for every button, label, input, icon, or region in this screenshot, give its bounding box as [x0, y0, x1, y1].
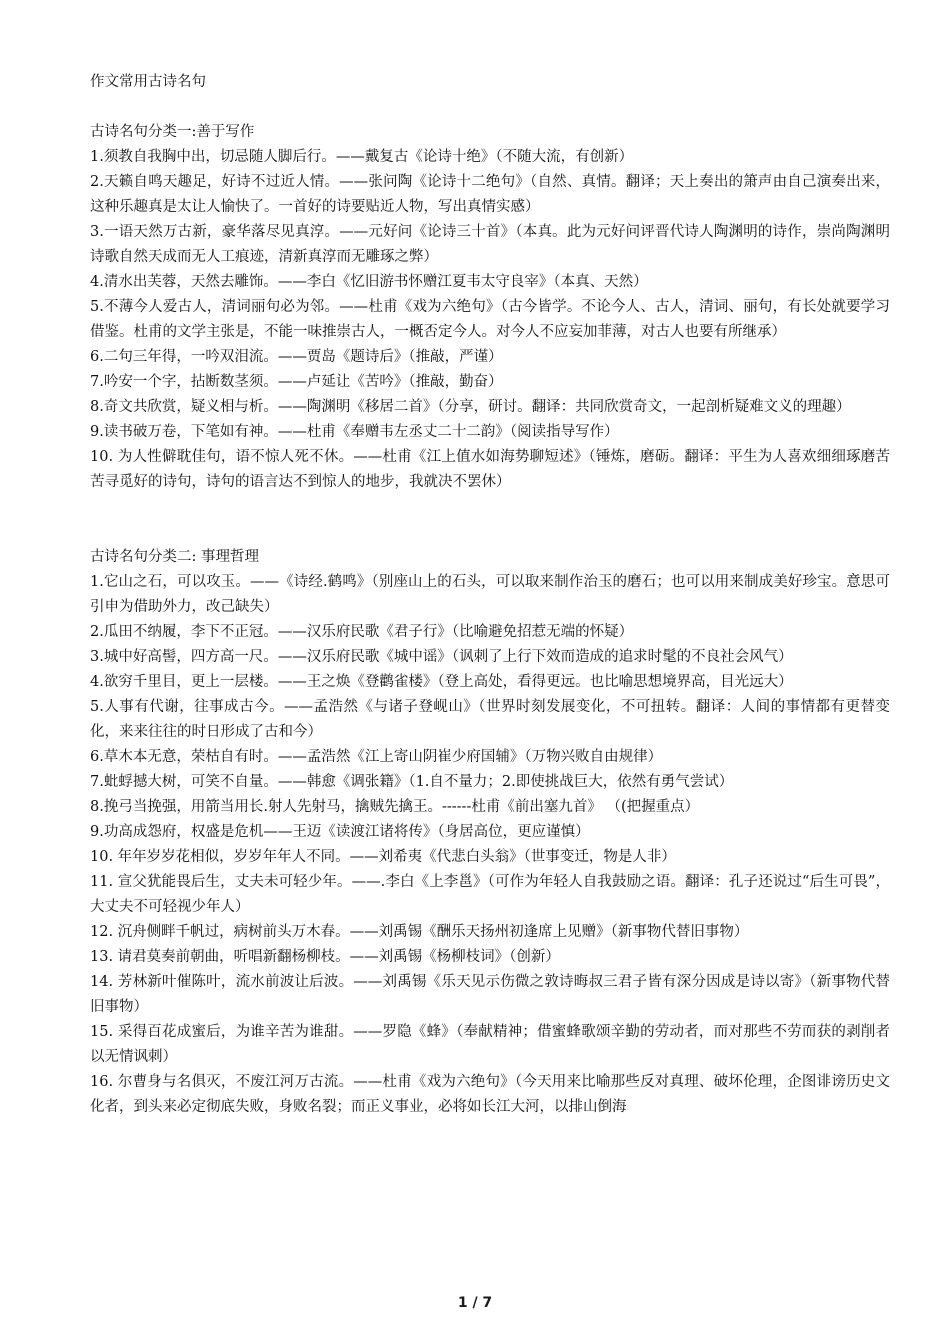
page-number: 1 / 7	[457, 1295, 493, 1311]
list-item: 4.欲穷千里目，更上一层楼。——王之焕《登鹳雀楼》（登上高处，看得更远。也比喻思想境界高，目光远大）	[90, 674, 793, 690]
list-item: 8.奇文共欣赏，疑义相与析。——陶渊明《移居二首》（分享，研讨。翻译：共同欣赏奇文，一起剖析疑难文义的理趣）	[90, 399, 851, 415]
section-philosophy	[90, 545, 890, 1120]
spacer	[90, 495, 890, 545]
section-writing	[90, 120, 890, 495]
list-item: 5.不薄今人爱古人，清词丽句必为邻。——杜甫《戏为六绝句》（古今皆学。不论今人、古人，清词、丽句，有长处就要学习借鉴。杜甫的文学主张是，不能一味推崇古人，一概否定今人。对今人不应妄加菲薄，对古人也要有所继承）	[90, 299, 890, 340]
list-item: 9.功高成怨府，权盛是危机——王迈《读渡江诸将传》（身居高位，更应谨慎）	[90, 824, 590, 840]
list-item: 1.它山之石，可以攻玉。——《诗经.鹤鸣》（别座山上的石头，可以取来制作治玉的磨石；也可以用来制成美好珍宝。意思可引申为借助外力，改己缺失）	[90, 574, 890, 615]
list-item: 2.天籁自鸣天趣足，好诗不过近人情。——张问陶《论诗十二绝句》（自然、真情。翻译；天上奏出的箫声由自己演奏出来，这种乐趣真是太让人愉快了。一首好的诗要贴近人物，写出真情实感）	[90, 174, 890, 215]
list-item: 10. 为人性僻耽佳句，语不惊人死不休。——杜甫《江上值水如海势聊短述》（锤炼，磨砺。翻译：平生为人喜欢细细琢磨苦苦寻觅好的诗句，诗句的语言达不到惊人的地步，我就决不罢休）	[90, 449, 890, 490]
list-item: 7.吟安一个字，拈断数茎须。——卢延让《苦吟》（推敲，勤奋）	[90, 374, 503, 390]
list-item: 12. 沉舟侧畔千帆过，病树前头万木春。——刘禹锡《酬乐天扬州初逢席上见赠》（新事物代替旧事物）	[90, 924, 749, 940]
list-item: 11. 宣父犹能畏后生，丈夫未可轻少年。——.李白《上李邕》（可作为年轻人自我鼓励之语。翻译：孔子还说过“后生可畏”，大丈夫不可轻视少年人）	[90, 874, 890, 915]
document-title: 作文常用古诗名句	[90, 74, 206, 90]
list-item: 5.人事有代谢，往事成古今。——孟浩然《与诸子登岘山》（世界时刻发展变化，不可扭转。翻译：人间的事情都有更替变化，来来往往的时日形成了古和今）	[90, 699, 890, 740]
list-item: 16. 尔曹身与名俱灭，不废江河万古流。——杜甫《戏为六绝句》（今天用来比喻那些反对真理、破坏伦理，企图诽谤历史文化者，到头来必定彻底失败，身败名裂；而正义事业，必将如长江大河，以排山倒海	[90, 1074, 890, 1115]
list-item: 13. 请君莫奏前朝曲，听唱新翻杨柳枝。——刘禹锡《杨柳枝词》（创新）	[90, 949, 560, 965]
list-item: 6.草木本无意，荣枯自有时。——孟浩然《江上寄山阴崔少府国辅》（万物兴败自由规律）	[90, 749, 663, 765]
list-item: 3.一语天然万古新，豪华落尽见真淳。——元好问《论诗三十首》（本真。此为元好问评晋代诗人陶渊明的诗作，崇尚陶渊明诗歌自然天成而无人工痕迹，清新真淳而无雕琢之弊）	[90, 224, 890, 265]
section-heading: 古诗名句分类一:善于写作	[90, 124, 255, 140]
list-item: 6.二句三年得，一吟双泪流。——贾岛《题诗后》（推敲，严谨）	[90, 349, 503, 365]
section-heading: 古诗名句分类二: 事理哲理	[90, 549, 259, 565]
list-item: 14. 芳林新叶催陈叶，流水前波让后波。——刘禹锡《乐天见示伤微之敦诗晦叔三君子皆有深分因成是诗以寄》（新事物代替旧事物）	[90, 974, 890, 1015]
list-item: 2.瓜田不纳履，李下不正冠。——汉乐府民歌《君子行》（比喻避免招惹无端的怀疑）	[90, 624, 634, 640]
list-item: 1.须教自我胸中出，切忌随人脚后行。——戴复古《论诗十绝》（不随大流，有创新）	[90, 149, 634, 165]
list-item: 4.清水出芙蓉，天然去雕饰。——李白《忆旧游书怀赠江夏韦太守良宰》（本真、天然）	[90, 274, 648, 290]
spacer	[90, 95, 890, 120]
list-item: 7.蚍蜉撼大树，可笑不自量。——韩愈《调张籍》（1.自不量力；2.即使挑战巨大，依然有勇气尝试）	[90, 774, 734, 790]
document-page	[90, 70, 890, 1120]
list-item: 10. 年年岁岁花相似，岁岁年年人不同。——刘希夷《代悲白头翁》（世事变迁，物是人非）	[90, 849, 676, 865]
list-item: 8.挽弓当挽强，用箭当用长.射人先射马，擒贼先擒王。------杜甫《前出塞九首》 （(把握重点）	[90, 799, 700, 815]
list-item: 3.城中好高髻，四方高一尺。——汉乐府民歌《城中谣》（讽刺了上行下效而造成的追求时髦的不良社会风气）	[90, 649, 793, 665]
list-item: 15. 采得百花成蜜后，为谁辛苦为谁甜。——罗隐《蜂》（奉献精神；借蜜蜂歌颂辛勤的劳动者，而对那些不劳而获的剥削者以无情讽刺）	[90, 1024, 890, 1065]
list-item: 9.读书破万卷，下笔如有神。——杜甫《奉赠韦左丞丈二十二韵》（阅读指导写作）	[90, 424, 619, 440]
